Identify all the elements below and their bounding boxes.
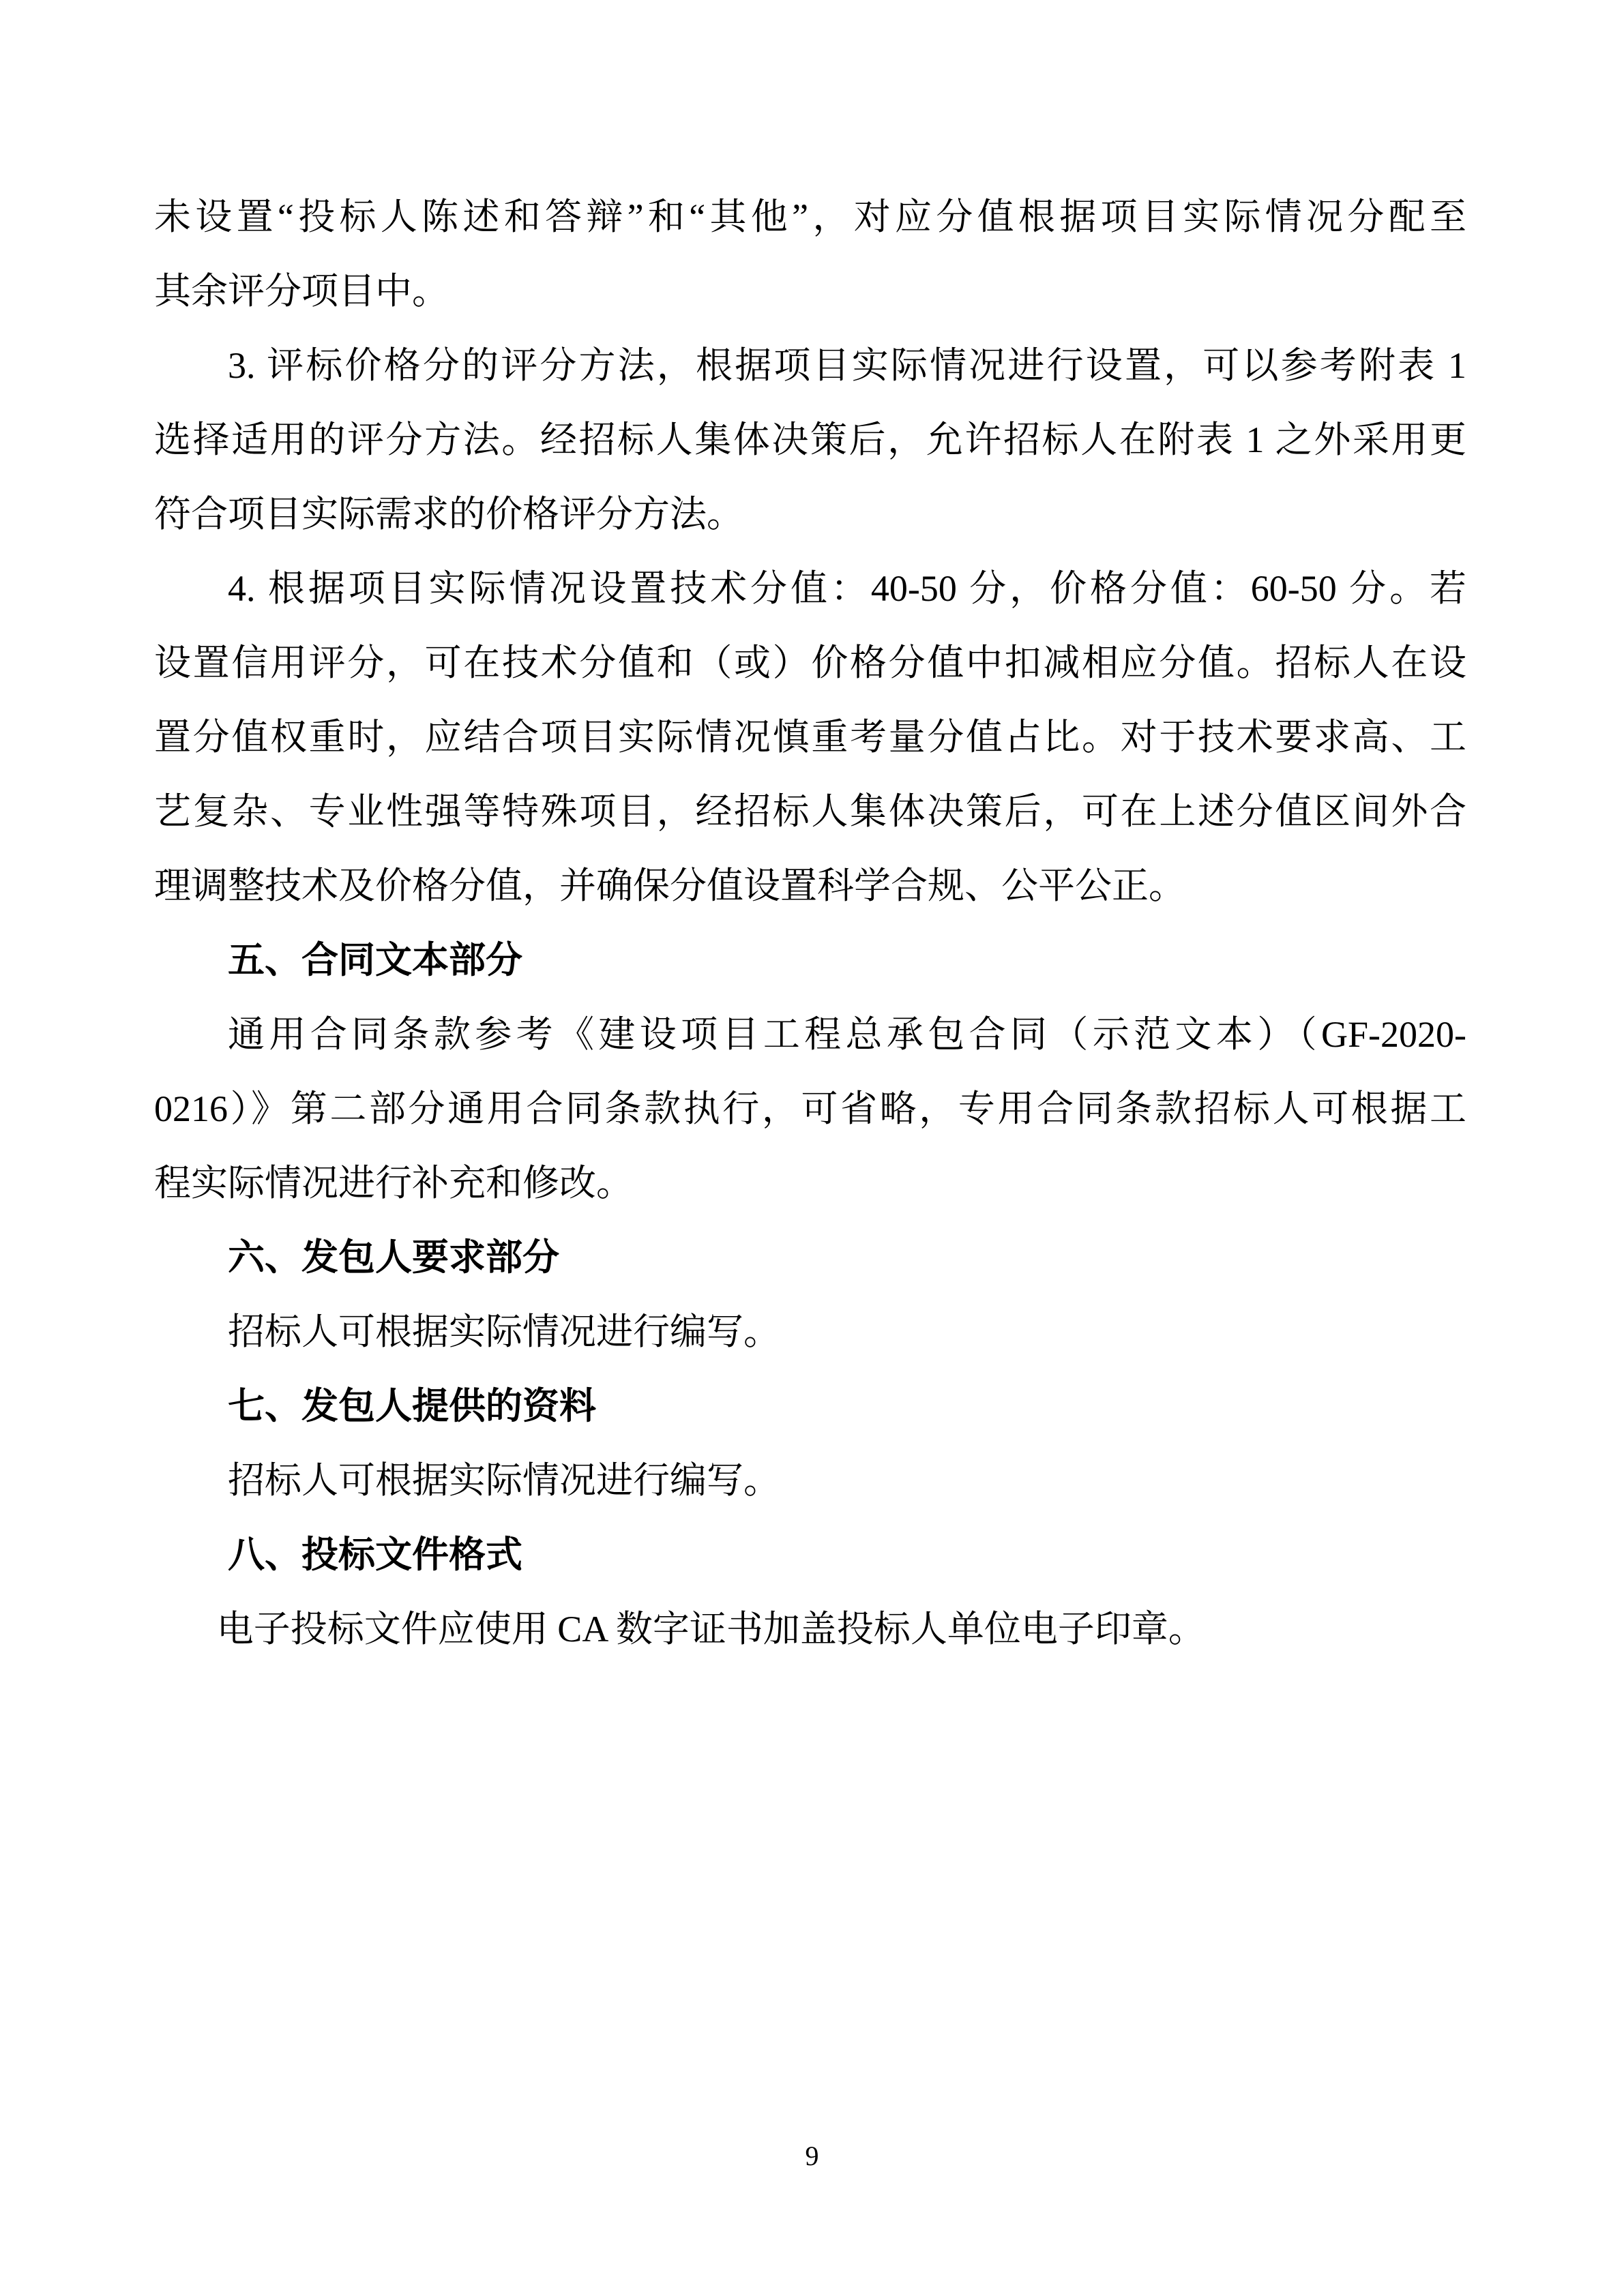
text-line: 通用合同条款参考《建设项目工程总承包合同（示范文本）（GF-2020- — [228, 1014, 1466, 1055]
section-heading: 六、发包人要求部分 — [228, 1237, 559, 1278]
text-line: 电子投标文件应使用 CA 数字证书加盖投标人单位电子印章。 — [216, 1609, 1205, 1650]
text-line: 未设置“投标人陈述和答辩”和“其他”，对应分值根据项目实际情况分配至 — [154, 196, 1466, 237]
text-line: 程实际情况进行补充和修改。 — [154, 1163, 633, 1204]
text-line: 招标人可根据实际情况进行编写。 — [228, 1460, 780, 1501]
text-line: 置分值权重时，应结合项目实际情况慎重考量分值占比。对于技术要求高、工 — [154, 717, 1466, 758]
text-line: 符合项目实际需求的价格评分方法。 — [154, 494, 743, 535]
text-line: 3. 评标价格分的评分方法，根据项目实际情况进行设置，可以参考附表 1 — [228, 345, 1466, 386]
page-number: 9 — [805, 2141, 819, 2171]
text-line: 设置信用评分，可在技术分值和（或）价格分值中扣减相应分值。招标人在设 — [154, 642, 1466, 683]
text-line: 0216）》第二部分通用合同条款执行，可省略，专用合同条款招标人可根据工 — [154, 1088, 1466, 1129]
text-line: 招标人可根据实际情况进行编写。 — [228, 1311, 780, 1352]
page-footer — [0, 2140, 1624, 2173]
document-text — [154, 180, 1466, 1667]
text-line: 4. 根据项目实际情况设置技术分值：40-50 分，价格分值：60-50 分。若 — [228, 568, 1466, 609]
text-line: 艺复杂、专业性强等特殊项目，经招标人集体决策后，可在上述分值区间外合 — [154, 791, 1466, 832]
text-line: 选择适用的评分方法。经招标人集体决策后，允许招标人在附表 1 之外采用更 — [154, 419, 1466, 460]
section-heading: 八、投标文件格式 — [228, 1534, 522, 1575]
text-line: 其余评分项目中。 — [154, 271, 449, 312]
text-line: 理调整技术及价格分值，并确保分值设置科学合规、公平公正。 — [154, 865, 1185, 906]
section-heading: 七、发包人提供的资料 — [228, 1386, 596, 1427]
section-heading: 五、合同文本部分 — [228, 940, 522, 981]
